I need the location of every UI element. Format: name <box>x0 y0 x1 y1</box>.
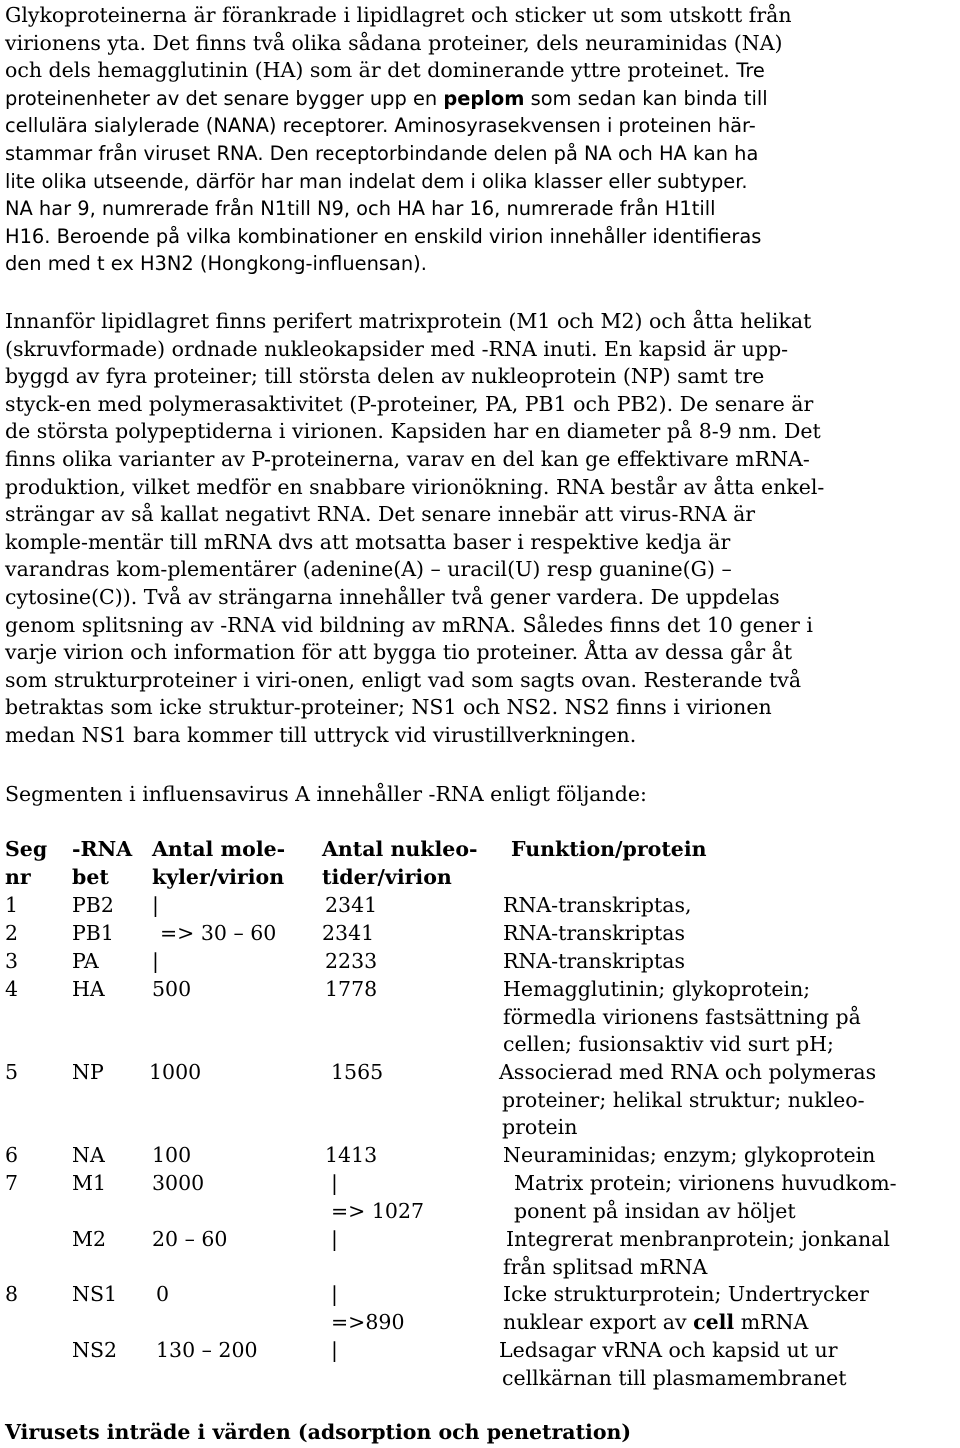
text-line: som strukturproteiner i viri-onen, enligt vad som sagts ovan. Resterande två <box>5 667 802 692</box>
text-line: den med t ex H3N2 (Hongkong-influensan). <box>5 252 427 276</box>
text-line: finns olika varianter av P-proteinerna, varav en del kan ge effektivare mRNA- <box>5 446 810 471</box>
cell-rna: NP <box>72 1060 104 1084</box>
cell-rna: M2 <box>72 1227 107 1251</box>
text-line: strängar av så kallat negativt RNA. Det senare innebär att virus-RNA är <box>5 502 756 527</box>
cell-function: RNA-transkriptas <box>503 921 685 945</box>
cell-nucleotides: 1413 <box>325 1143 378 1167</box>
header-nucleotides: Antal nukleo- tider/virion <box>322 837 478 889</box>
cell-nucleotides-value: => 1027 <box>331 1199 425 1223</box>
paragraph-segments-intro: Segmenten i influensavirus A innehåller -RNA enligt följande: <box>5 782 647 806</box>
text-line: lite olika utseende, därför har man indelat dem i olika klasser eller subtyper. <box>5 169 748 193</box>
cell-rna: NS1 <box>72 1282 118 1306</box>
cell-nucleotides: 2233 <box>325 949 378 973</box>
bold-term-peplom: peplom <box>443 86 525 110</box>
cell-molecules: 500 <box>152 977 192 1001</box>
text-line: cellulära sialylerade (NANA) receptorer. Aminosyrasekvensen i proteinen här- <box>5 114 756 138</box>
text-line: (skruvformade) ordnade nukleokapsider med -RNA inuti. En kapsid är upp- <box>5 336 789 361</box>
text-line: virionens yta. Det finns två olika sådana proteiner, dels neuraminidas (NA) <box>5 30 783 55</box>
text-line: stammar från viruset RNA. Den receptorbindande delen på NA och HA kan ha <box>5 141 759 165</box>
cell-molecules: 100 <box>152 1143 192 1167</box>
text-line: och dels hemagglutinin (HA) som är det dominerande yttre proteinet. Tre <box>5 58 765 83</box>
section-heading: Virusets inträde i värden (adsorption och penetration) <box>5 1420 632 1444</box>
cell-rna: PB2 <box>72 893 114 917</box>
header-function: Funktion/protein <box>511 837 707 861</box>
text-line: styck-en med polymerasaktivitet (P-proteiner, PA, PB1 och PB2). De senare är <box>5 391 814 416</box>
cell-rna: PB1 <box>72 921 114 945</box>
cell-seg: 5 <box>5 1060 19 1084</box>
cell-function: Hemagglutinin; glykoprotein; förmedla virionens fastsättning på cellen; fusionsaktiv vid surt pH; <box>503 977 861 1057</box>
cell-molecules: 3000 <box>152 1171 205 1195</box>
cell-rna: HA <box>72 977 105 1001</box>
text-line: produktion, vilket medför en snabbare virionökning. RNA består av åtta enkel- <box>5 474 825 499</box>
cell-rna: PA <box>72 949 99 973</box>
paragraph-nucleocapsid <box>5 308 957 750</box>
cell-molecules: 130 – 200 <box>156 1338 258 1362</box>
cell-seg: 4 <box>5 977 19 1001</box>
text-line: betraktas som icke struktur-proteiner; NS1 och NS2. NS2 finns i virionen <box>5 695 772 720</box>
cell-rna: NS2 <box>72 1338 118 1362</box>
cell-seg: 6 <box>5 1143 19 1167</box>
cell-nucleotides: 1778 <box>325 977 378 1001</box>
cell-molecules: | <box>152 949 159 973</box>
cell-function: Integrerat menbranprotein; jonkanal från splitsad mRNA <box>503 1227 890 1279</box>
cell-rna: NA <box>72 1143 105 1167</box>
cell-seg: 8 <box>5 1282 19 1306</box>
text-line: cytosine(C)). Två av strängarna innehåller två gener vardera. De uppdelas <box>5 584 780 609</box>
cell-molecules: 0 <box>156 1282 170 1306</box>
cell-nucleotides: | <box>331 1338 338 1362</box>
cell-function: Associerad med RNA och polymeras proteiner; helikal struktur; nukleo- protein <box>499 1060 877 1140</box>
header-molecules: Antal mole- kyler/virion <box>152 837 286 889</box>
cell-nucleotides: | <box>331 1227 338 1251</box>
text-line: genom splitsning av -RNA vid bildning av mRNA. Således finns det 10 gener i <box>5 612 813 637</box>
text-line: Glykoproteinerna är förankrade i lipidlagret och sticker ut som utskott från <box>5 3 792 27</box>
text-line: Innanför lipidlagret finns perifert matrixprotein (M1 och M2) och åtta helikat <box>5 309 812 333</box>
cell-function: RNA-transkriptas <box>503 949 685 973</box>
cell-molecules: 1000 <box>149 1060 202 1084</box>
cell-rna: M1 <box>72 1171 107 1195</box>
text-line: proteinenheter av det senare bygger upp en peplom som sedan kan binda till <box>5 86 768 110</box>
cell-seg: 3 <box>5 949 19 973</box>
text-line: varandras kom-plementärer (adenine(A) – uracil(U) resp guanine(G) – <box>5 557 732 582</box>
text-line: NA har 9, numrerade från N1till N9, och HA har 16, numrerade från H1till <box>5 197 716 221</box>
cell-nucleotides: 2341 <box>325 893 378 917</box>
cell-function: Matrix protein; virionens huvudkom- ponent på insidan av höljet <box>514 1171 897 1223</box>
cell-seg: 1 <box>5 893 19 917</box>
cell-nucleotides: 1565 <box>331 1060 384 1084</box>
cell-seg: 7 <box>5 1171 19 1195</box>
text-line: de största polypeptiderna i virionen. Kapsiden har en diameter på 8-9 nm. Det <box>5 419 821 444</box>
text-line: komple-mentär till mRNA dvs att motsatta baser i respektive kedja är <box>5 529 731 554</box>
paragraph-glycoproteins <box>5 2 957 278</box>
cell-function: Ledsagar vRNA och kapsid ut ur cellkärnan till plasmamembranet <box>499 1338 847 1390</box>
text-line: varje virion och information för att bygga tio proteiner. Åtta av dessa går åt <box>5 640 793 665</box>
cell-molecules: 20 – 60 <box>152 1227 228 1251</box>
cell-function: RNA-transkriptas, <box>503 893 692 917</box>
cell-nucleotides-value: =>890 <box>331 1310 405 1334</box>
cell-molecules: => 30 – 60 <box>160 921 277 945</box>
text-line: medan NS1 bara kommer till uttryck vid virustillverkningen. <box>5 722 637 747</box>
cell-function: Icke strukturprotein; Undertrycker nuklear export av cell mRNA <box>503 1282 869 1334</box>
text-line: byggd av fyra proteiner; till största delen av nukleoprotein (NP) samt tre <box>5 364 765 389</box>
text-line: H16. Beroende på vilka kombinationer en enskild virion innehåller identifieras <box>5 224 762 248</box>
cell-nucleotides: 2341 <box>322 921 375 945</box>
cell-seg: 2 <box>5 921 19 945</box>
cell-nucleotides: | <box>331 1282 338 1306</box>
bold-term-cell: cell <box>693 1309 735 1334</box>
cell-function: Neuraminidas; enzym; glykoprotein <box>503 1143 876 1167</box>
cell-molecules: | <box>152 893 159 917</box>
header-rna: -RNA bet <box>72 837 133 889</box>
header-seg: Seg nr <box>5 837 48 889</box>
cell-nucleotides: | <box>331 1171 338 1195</box>
